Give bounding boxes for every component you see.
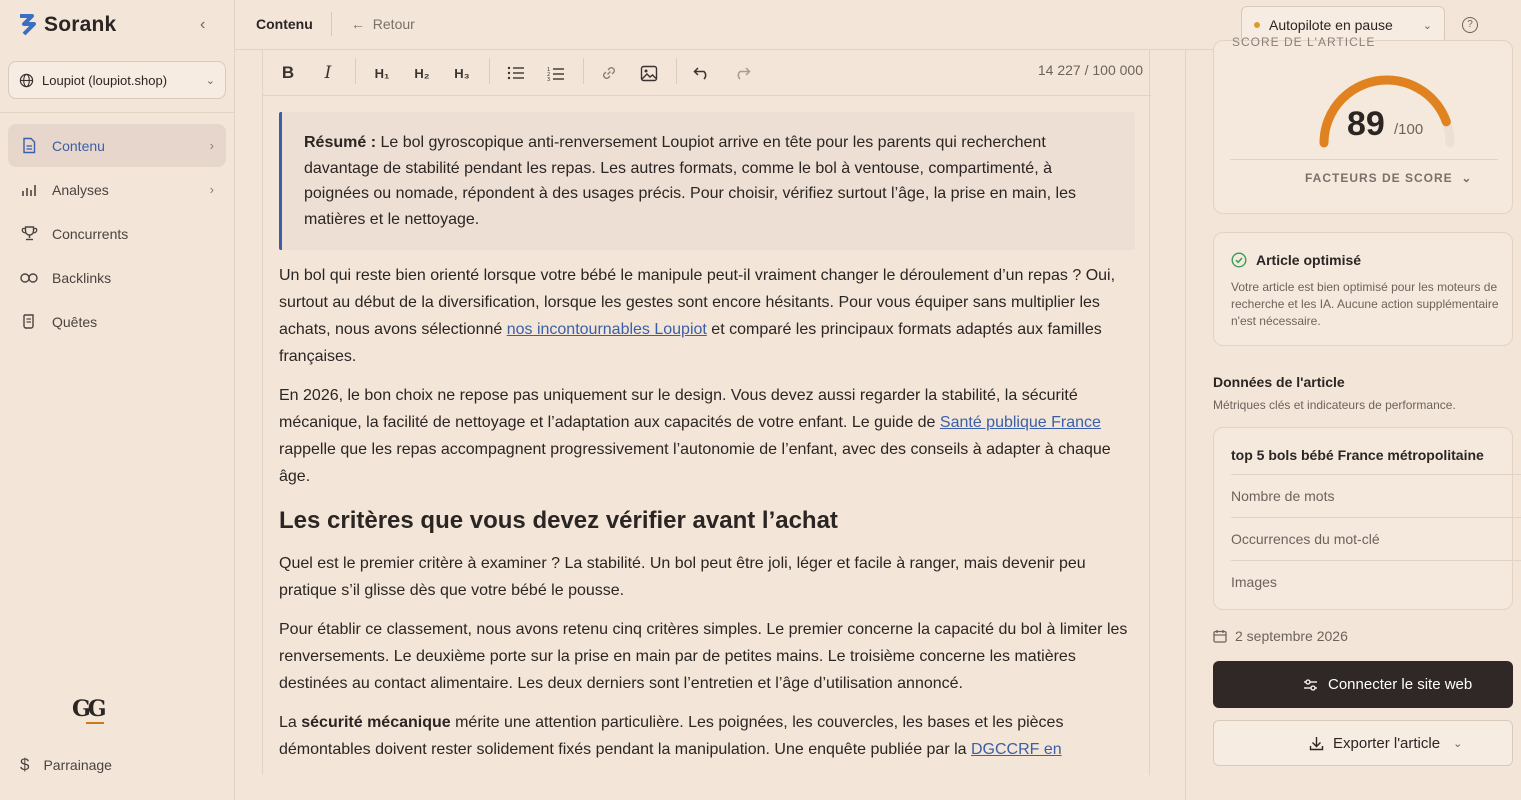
paragraph: Pour établir ce classement, nous avons retenu cinq critères simples. Le premier concerne la capacité du bol à limiter les renversements. Le deuxième porte sur la prise en main par de petites mains. Le troisième concerne les matières destinées au contact alimentaire. Les deux derniers sont l’entretien et l’âge d’utilisation annoncé. [279, 621, 1128, 692]
trophy-icon [20, 225, 38, 243]
metric-row: Occurrences du mot-clé [1231, 517, 1521, 560]
publish-date [1213, 628, 1348, 644]
sidebar-item-concurrents[interactable] [8, 212, 226, 255]
help-icon[interactable]: ? [1462, 17, 1478, 33]
metric-row: Images [1231, 560, 1521, 603]
referral-link[interactable] [20, 755, 112, 775]
article-editor [262, 50, 1150, 775]
site-selector[interactable] [8, 61, 226, 99]
score-factors-toggle[interactable] [1305, 171, 1472, 185]
target-keyword: top 5 bols bébé France métropolitaine [1231, 447, 1484, 463]
score-factors-label: FACTEURS DE SCORE [1305, 171, 1453, 185]
check-circle-icon [1231, 252, 1247, 268]
svg-text:3: 3 [547, 76, 551, 83]
paragraph [279, 709, 1135, 763]
sidebar-item-backlinks[interactable] [8, 256, 226, 299]
link-icon [20, 269, 38, 287]
chevron-right-icon: › [209, 138, 214, 153]
back-label: Retour [372, 16, 415, 32]
sidebar-item-label: Concurrents [52, 225, 129, 242]
referral-label: Parrainage [43, 757, 112, 773]
svg-text:2: 2 [547, 71, 551, 78]
insert-image-button[interactable] [636, 60, 662, 86]
section-heading: Les critères que vous devez vérifier avant l’achat [279, 507, 838, 534]
collapse-sidebar-icon[interactable]: ‹ [200, 16, 206, 33]
globe-icon [19, 73, 34, 88]
insert-link-button[interactable] [596, 60, 622, 86]
page-title: Contenu [256, 16, 313, 32]
connect-website-label: Connecter le site web [1328, 676, 1473, 693]
sidebar-item-quetes[interactable] [8, 300, 226, 343]
document-icon [20, 137, 38, 155]
sidebar-nav [8, 124, 226, 344]
gg-footer-logo [72, 696, 104, 722]
paragraph-text: et comparé les principaux formats adaptés aux familles françaises. [279, 321, 1102, 365]
paragraph-text: En 2026, le bon choix ne repose pas uniquement sur le design. Vous devez aussi regarder la stabilité, la sécurité mécanique, la facilité de nettoyage et l’adaptation aux capacités de votre enfant. Le guide de [279, 387, 1078, 431]
gg-logo-underline [86, 722, 104, 724]
optimization-text: Votre article est bien optimisé pour les moteurs de recherche et les IA. Aucune action supplémentaire n'est nécessaire. [1231, 280, 1499, 328]
sidebar [0, 0, 235, 800]
heading1-button[interactable]: H₁ [374, 65, 390, 81]
chevron-down-icon: ⌄ [1422, 19, 1432, 32]
dgccrf-link[interactable]: DGCCRF en [971, 741, 1062, 758]
score-gauge [1312, 65, 1462, 155]
bullet-list-icon [507, 66, 525, 80]
undo-button[interactable] [689, 60, 715, 86]
paragraph [279, 262, 1135, 370]
app-logo[interactable] [16, 12, 116, 38]
summary-callout [279, 112, 1135, 250]
editor-toolbar [263, 50, 1151, 96]
chevron-right-icon: › [209, 182, 214, 197]
svg-text:1: 1 [547, 66, 551, 73]
article-side-panel [1185, 35, 1500, 800]
paragraph: Quel est le premier critère à examiner ? La stabilité. Un bol peut être joli, léger et facile à ranger, mais devenir peu pratique s’il glisse dès que votre bébé le pousse. [279, 555, 1086, 599]
heading2-button[interactable]: H₂ [414, 65, 430, 81]
summary-text: Le bol gyroscopique anti-renversement Loupiot arrive en tête pour les parents qui recherchent davantage de stabilité pendant les repas. Les autres formats, comme le bol à ventouse, compartimenté, à poignées ou nomade, répondent à des usages précis. Pour choisir, vérifiez surtout l’âge, la prise en main, les matières et le nettoyage. [304, 134, 1076, 228]
gauge-track [1324, 80, 1450, 143]
bold-button[interactable]: B [281, 63, 295, 82]
paragraph-text: La [279, 714, 302, 731]
chevron-down-icon: ⌄ [1461, 171, 1473, 185]
arrow-left-icon: ← [351, 16, 365, 32]
toolbar-divider [583, 58, 584, 84]
paragraph-text: mérite une attention particulière. Les poignées, les couvercles, les bases et les pièces démontables doivent rester solidement fixés pendant la manipulation. Une enquête publiée par la [279, 714, 1064, 758]
app-name: Sorank [44, 13, 117, 36]
bullet-list-button[interactable] [503, 60, 529, 86]
summary-label: Résumé : [304, 134, 377, 151]
download-icon [1309, 736, 1324, 751]
numbered-list-icon [547, 66, 565, 81]
dollar-icon: $ [20, 755, 30, 774]
sidebar-item-label: Backlinks [52, 269, 112, 286]
sorank-logo-icon [16, 12, 40, 38]
chevron-down-icon: ⌄ [205, 74, 215, 87]
redo-icon [733, 66, 751, 80]
score-divider [1230, 159, 1498, 160]
calendar-icon [1213, 629, 1227, 643]
gauge-fill [1324, 80, 1450, 143]
toolbar-divider [676, 58, 677, 84]
sante-publique-link[interactable]: Santé publique France [939, 414, 1101, 431]
score-max: /100 [1394, 121, 1424, 138]
sidebar-item-analyses[interactable] [8, 168, 226, 211]
heading3-button[interactable]: H₃ [454, 65, 470, 81]
article-data-title: Données de l'article [1213, 374, 1345, 390]
redo-button[interactable] [729, 60, 755, 86]
header-divider [331, 12, 332, 36]
optimization-title: Article optimisé [1256, 252, 1362, 268]
undo-icon [693, 66, 711, 80]
optimization-status-card [1213, 232, 1513, 346]
link-icon [600, 64, 618, 82]
paragraph-text: rappelle que les repas accompagnent progressivement l’autonomie de l’enfant, avec des conseils à adapter à chaque âge. [279, 441, 1111, 485]
sidebar-divider [0, 112, 234, 113]
toolbar-divider [489, 58, 490, 84]
export-article-button[interactable] [1213, 720, 1513, 766]
score-card [1213, 35, 1513, 214]
status-dot-icon [1254, 22, 1260, 28]
sidebar-item-contenu[interactable] [8, 124, 226, 167]
metric-row: Nombre de mots [1231, 474, 1521, 517]
image-icon [640, 65, 658, 82]
italic-button[interactable]: I [324, 63, 332, 83]
export-article-label: Exporter l'article [1333, 734, 1441, 752]
numbered-list-button[interactable] [543, 60, 569, 86]
article-data-card [1213, 427, 1513, 610]
sidebar-item-label: Analyses [52, 181, 109, 198]
sidebar-item-label: Contenu [52, 137, 105, 154]
site-selector-label: Loupiot (loupiot.shop) [42, 72, 168, 88]
gg-logo-text: GG [72, 696, 104, 722]
paragraph-text: Un bol qui reste bien orienté lorsque votre bébé le manipule peut-il vraiment changer le déroulement d’un repas ? Oui, surtout au début de la diversification, lorsque les gestes sont encore hésitants. Pour vous équiper sans multiplier les achats, nous avons sélectionné [279, 267, 1116, 338]
sidebar-item-label: Quêtes [52, 313, 98, 330]
paragraph [279, 382, 1135, 490]
bold-text: sécurité mécanique [301, 714, 451, 731]
publish-date-value: 2 septembre 2026 [1235, 628, 1348, 644]
scroll-icon [20, 313, 38, 331]
sliders-icon [1303, 678, 1318, 692]
chevron-down-icon: ⌄ [1453, 737, 1463, 750]
score-card-title: SCORE DE L'ARTICLE [1232, 35, 1376, 49]
character-count: 14 227 / 100 000 [1037, 62, 1143, 78]
score-value: 89 [1347, 105, 1385, 143]
article-content[interactable] [279, 112, 1135, 775]
loupiot-link[interactable]: nos incontournables Loupiot [506, 321, 707, 338]
back-button[interactable] [351, 16, 415, 32]
toolbar-divider [355, 58, 356, 84]
autopilot-label: Autopilote en pause [1269, 17, 1393, 33]
bar-chart-icon [20, 181, 38, 199]
connect-website-button[interactable] [1213, 661, 1513, 708]
article-data-subtitle: Métriques clés et indicateurs de performance. [1213, 398, 1456, 412]
